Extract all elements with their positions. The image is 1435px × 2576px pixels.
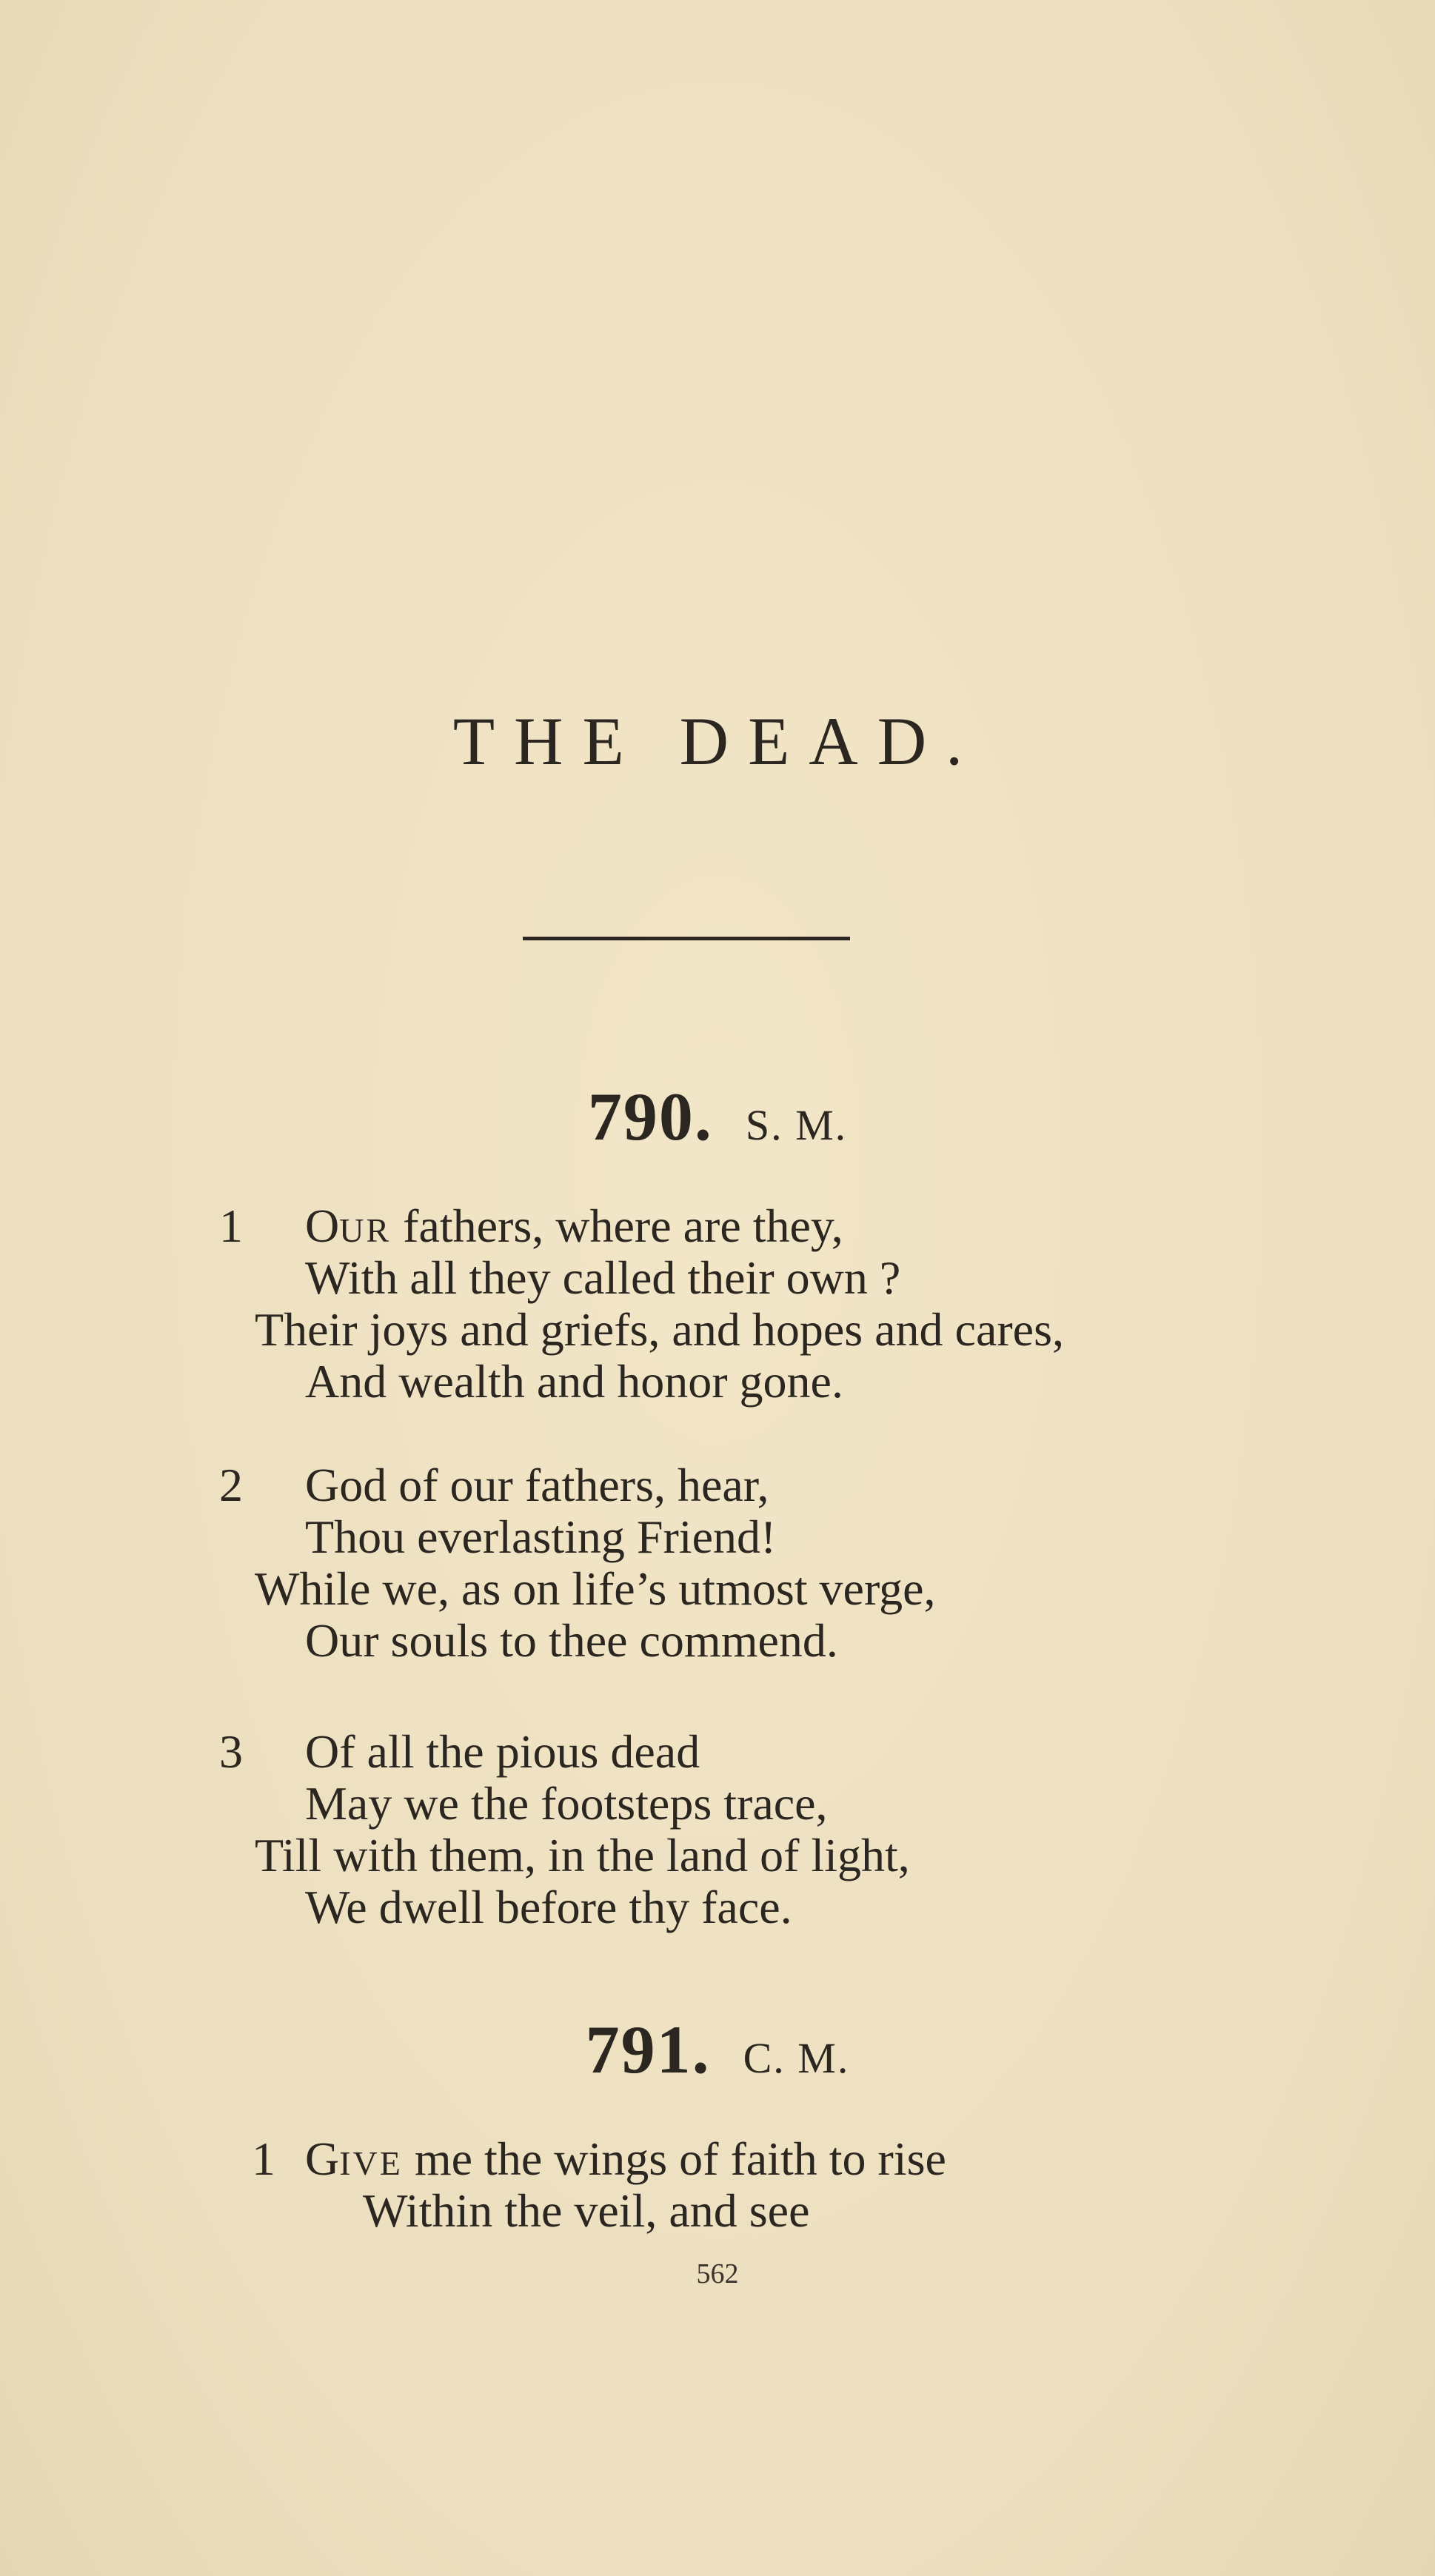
verse-line: OUR fathers, where are they, <box>305 1200 843 1252</box>
stanza-number: 2 <box>219 1459 243 1511</box>
verse-line: Till with them, in the land of light, <box>255 1829 910 1881</box>
verse-line: We dwell before thy face. <box>305 1881 792 1933</box>
stanza-number: 1 <box>252 2132 275 2185</box>
page-number: 562 <box>696 2258 739 2289</box>
verse-line: Of all the pious dead <box>305 1725 700 1778</box>
verse-line: While we, as on life’s utmost verge, <box>255 1562 936 1615</box>
verse-line: May we the footsteps trace, <box>305 1777 828 1830</box>
section-title: THE DEAD. <box>452 703 983 779</box>
drop-cap: O <box>305 1200 340 1252</box>
verse-line: Within the veil, and see <box>363 2184 810 2237</box>
hymn-heading <box>0 2012 1435 2087</box>
hymn-meter: S. M. <box>745 1101 848 1149</box>
verse-line: Their joys and griefs, and hopes and cares, <box>255 1303 1064 1356</box>
stanza-number: 3 <box>219 1725 243 1778</box>
verse-line: Our souls to thee commend. <box>305 1614 838 1667</box>
verse-line: God of our fathers, hear, <box>305 1459 769 1511</box>
small-caps-word: UR <box>339 1211 392 1249</box>
hymn-number: 791. <box>585 2012 711 2087</box>
hymn-number: 790. <box>587 1079 713 1154</box>
hymn-meter: C. M. <box>743 2034 850 2082</box>
drop-cap: G <box>305 2132 340 2185</box>
verse-line: And wealth and honor gone. <box>305 1355 843 1408</box>
small-caps-word: IVE <box>339 2144 403 2182</box>
hymn-heading <box>0 1079 1435 1154</box>
verse-line: GIVE me the wings of faith to rise <box>305 2132 946 2185</box>
section-divider <box>523 937 850 940</box>
stanza-number: 1 <box>219 1200 243 1252</box>
verse-line: Thou everlasting Friend! <box>305 1511 777 1563</box>
verse-line: With all they called their own ? <box>305 1251 901 1304</box>
